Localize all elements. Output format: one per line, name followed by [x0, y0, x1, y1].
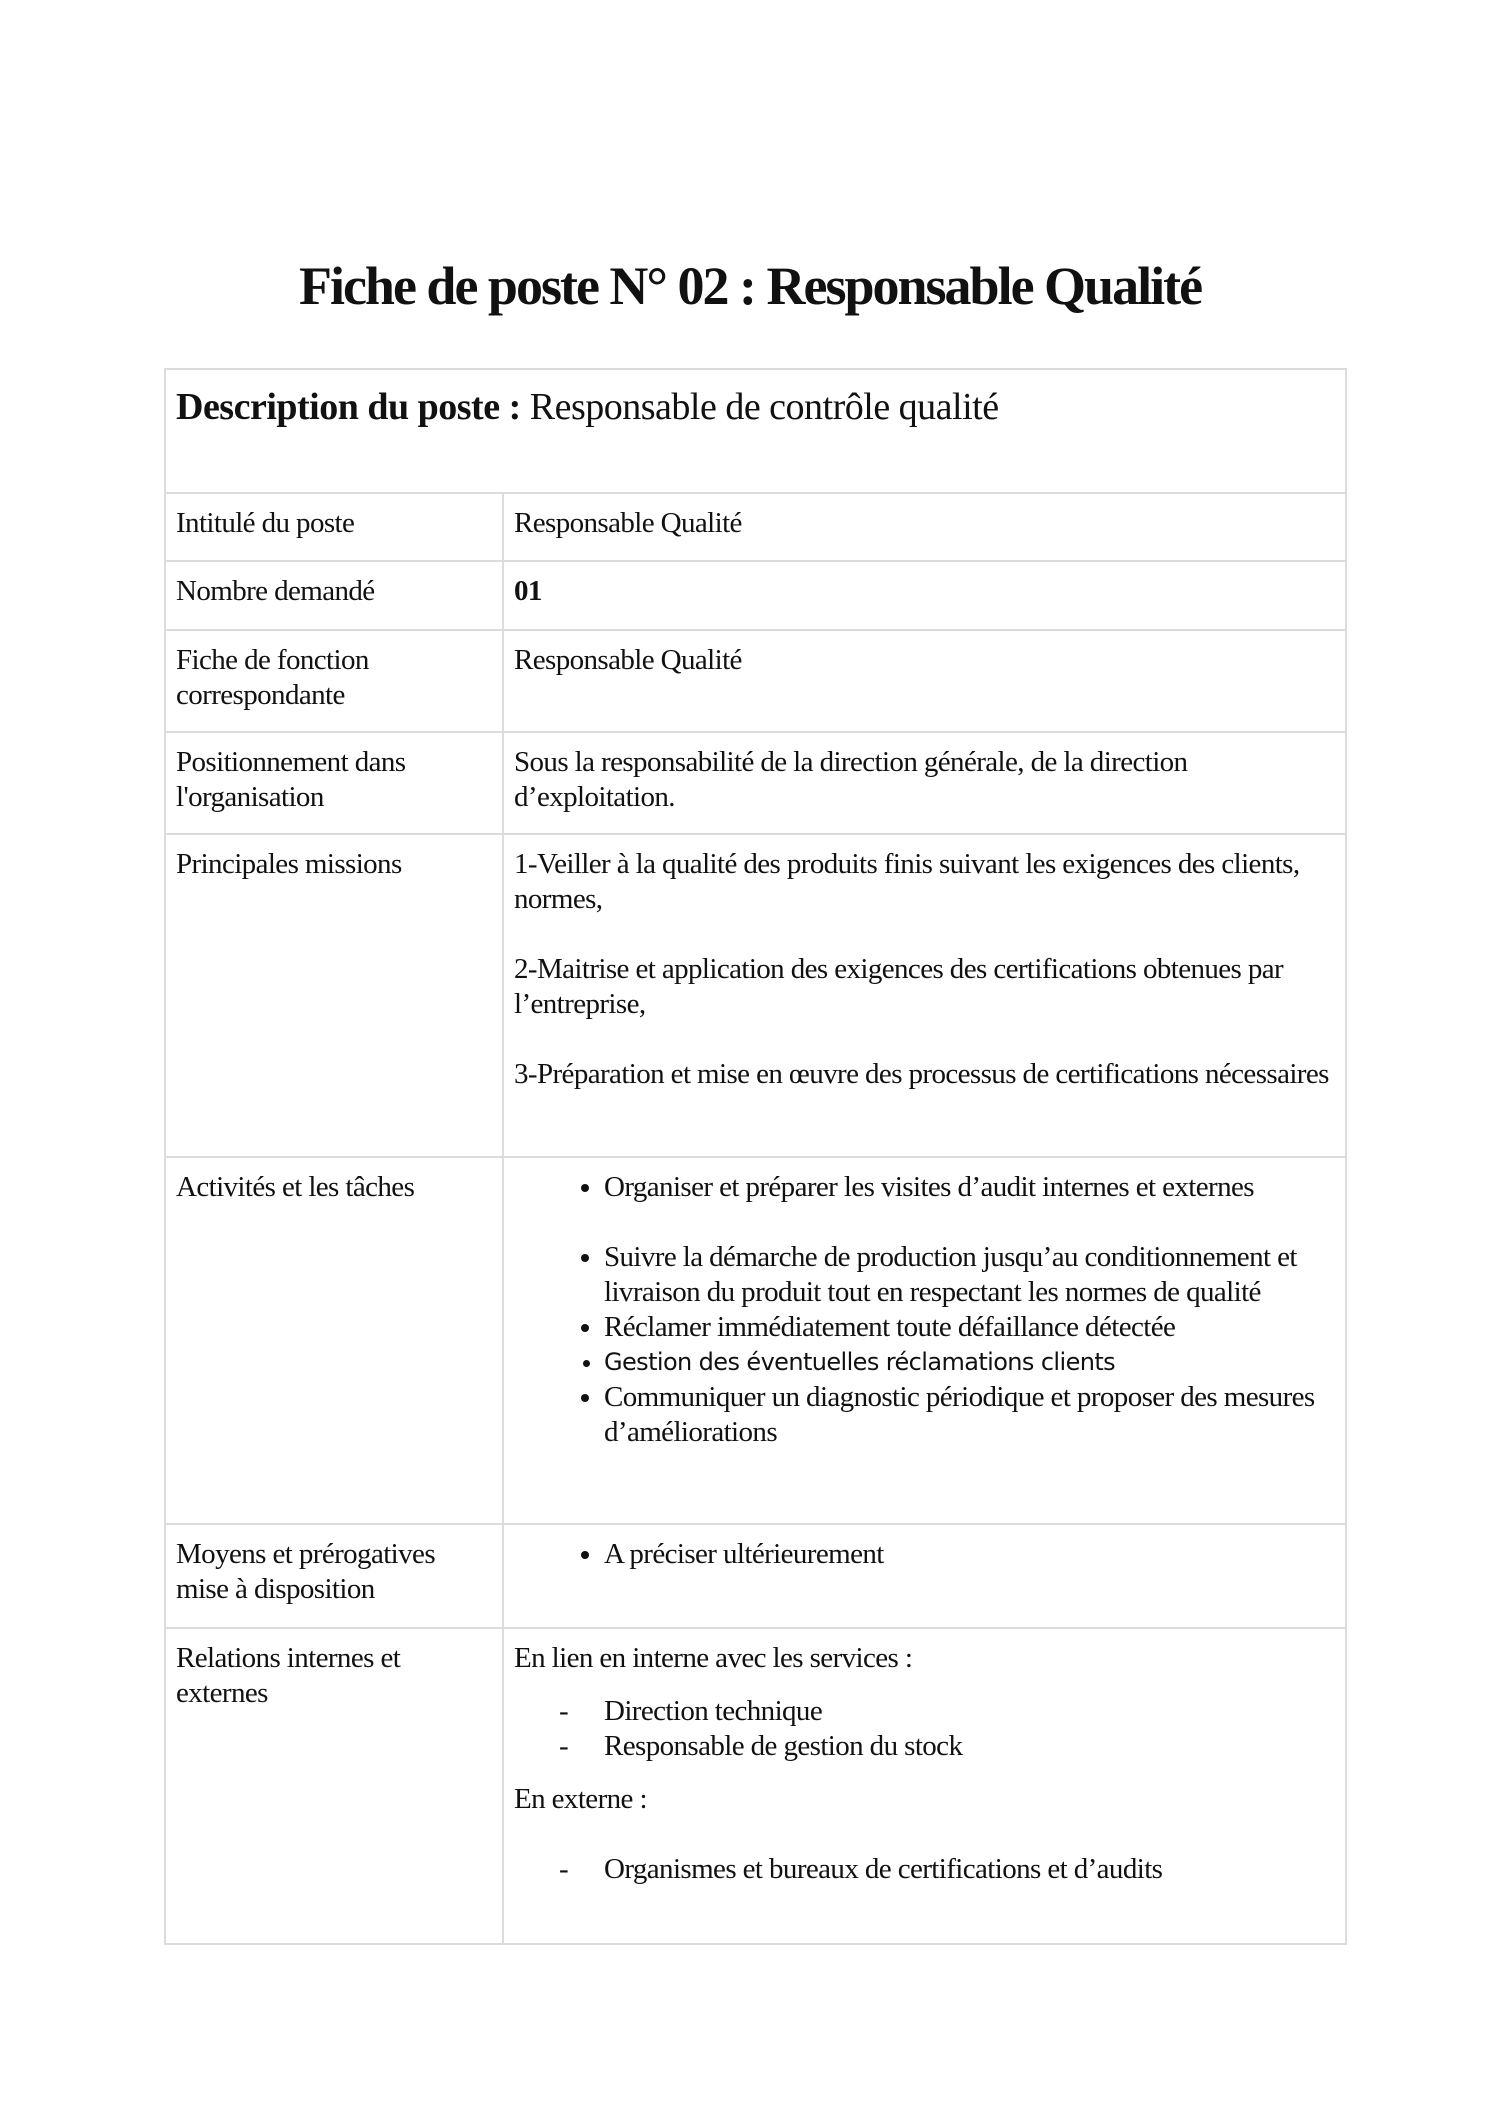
table-row [165, 493, 1346, 561]
description-row [165, 369, 1346, 493]
external-item: - Organismes et bureaux de certifications et d’audits [604, 1852, 1335, 1887]
mission-item: 1-Veiller à la qualité des produits finis suivant les exigences des clients, normes, [514, 848, 1300, 915]
row-label: Moyens et prérogatives mise à disposition [165, 1524, 503, 1628]
means-cell [503, 1524, 1346, 1628]
mission-item: 3-Préparation et mise en œuvre des processus de certifications nécessaires [514, 1058, 1329, 1090]
internal-item: - Direction technique [604, 1694, 1335, 1729]
table-row [165, 561, 1346, 630]
row-value: Sous la responsabilité de la direction générale, de la direction d’exploitation. [503, 732, 1346, 834]
means-item: • A préciser ultérieurement [604, 1537, 1335, 1572]
description-label: Description du poste : [176, 386, 521, 428]
row-value: Responsable Qualité [503, 493, 1346, 561]
activity-item: • Gestion des éventuelles réclamations clients [604, 1345, 1335, 1380]
relations-intro: En lien en interne avec les services : [514, 1642, 913, 1674]
table-row [165, 630, 1346, 732]
table-row [165, 834, 1346, 1157]
missions-cell [503, 834, 1346, 1157]
row-label: Nombre demandé [165, 561, 503, 630]
row-label: Positionnement dans l'organisation [165, 732, 503, 834]
row-label: Relations internes et externes [165, 1628, 503, 1944]
external-label: En externe : [514, 1783, 647, 1815]
activity-item: • Réclamer immédiatement toute défaillance détectée [604, 1310, 1335, 1345]
table-row [165, 732, 1346, 834]
row-label: Fiche de fonction correspondante [165, 630, 503, 732]
job-table [164, 368, 1347, 1945]
page-title: Fiche de poste N° 02 : Responsable Qualité [298, 256, 1202, 316]
activity-item: • Suivre la démarche de production jusqu’au conditionnement et livraison du produit tout en respectant les normes de qualité [604, 1240, 1335, 1310]
activity-item: • Organiser et préparer les visites d’audit internes et externes [604, 1170, 1335, 1205]
table-row [165, 1628, 1346, 1944]
activities-cell [503, 1157, 1346, 1524]
internal-item: - Responsable de gestion du stock [604, 1729, 1335, 1764]
relations-cell [503, 1628, 1346, 1944]
table-row [165, 1524, 1346, 1628]
row-label: Activités et les tâches [165, 1157, 503, 1524]
mission-item: 2-Maitrise et application des exigences des certifications obtenues par l’entreprise, [514, 953, 1284, 1020]
row-label: Intitulé du poste [165, 493, 503, 561]
row-value: Responsable Qualité [503, 630, 1346, 732]
table-row [165, 1157, 1346, 1524]
activity-item: • Communiquer un diagnostic périodique et proposer des mesures d’améliorations [604, 1380, 1335, 1450]
row-label: Principales missions [165, 834, 503, 1157]
description-value: Responsable de contrôle qualité [520, 386, 999, 428]
row-value: 01 [503, 561, 1346, 630]
